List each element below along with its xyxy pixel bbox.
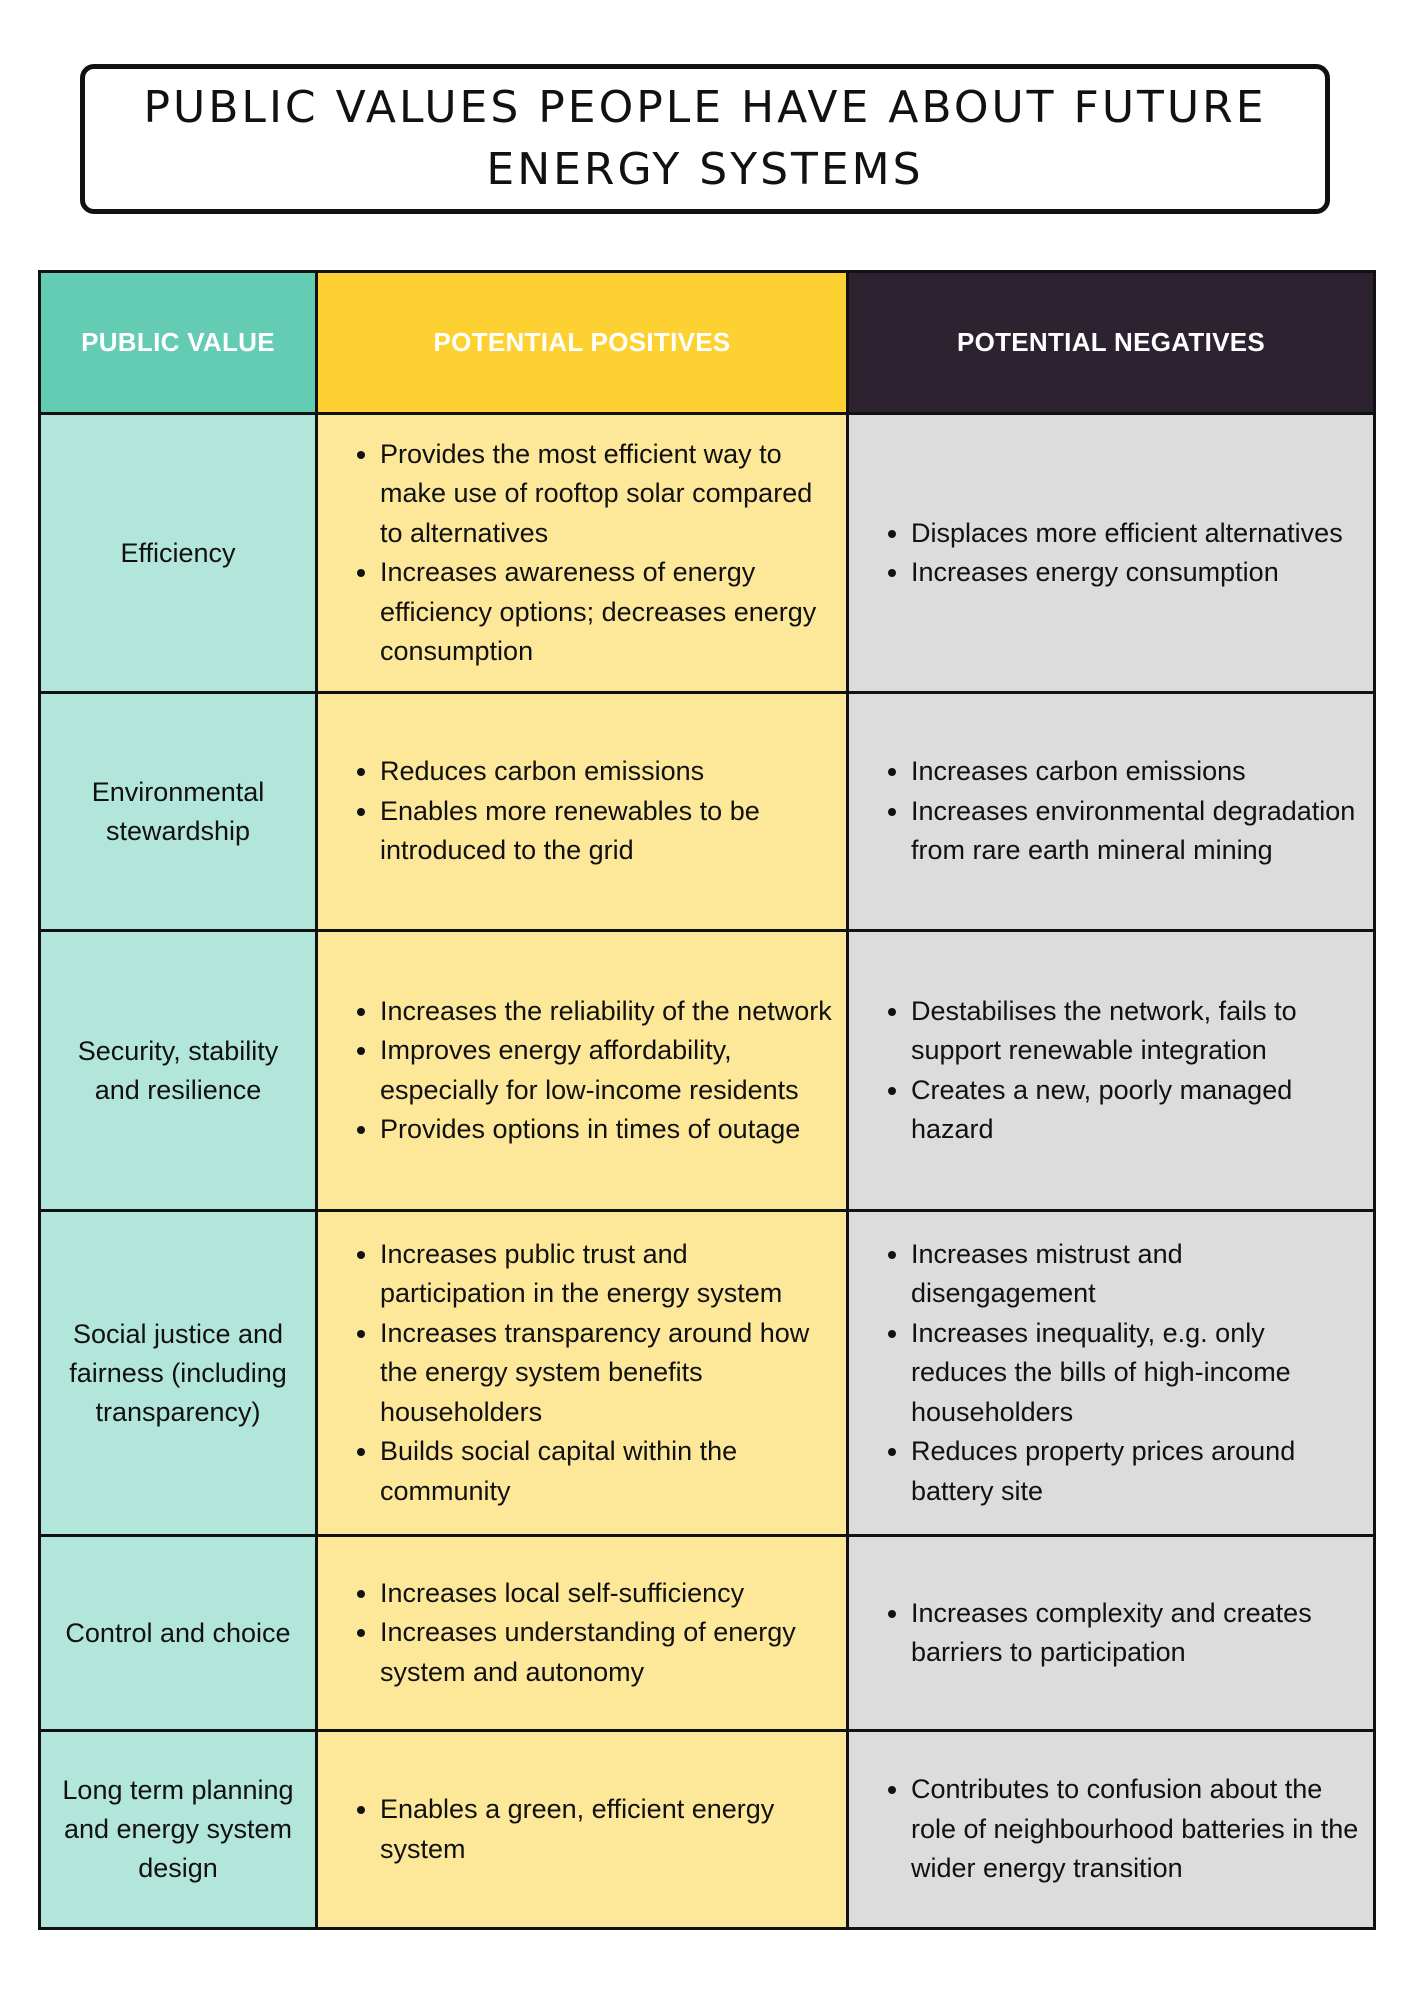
negative-item: • Creates a new, poorly managed hazard [911,1071,1359,1150]
public-value-label: Long term planning and energy system design [62,1775,294,1883]
negative-list [869,752,1359,871]
positive-item: • Enables a green, efficient energy system [380,1790,832,1869]
positive-cell [318,1732,849,1927]
positive-item: • Increases understanding of energy system and autonomy [380,1613,832,1692]
header-public-value: PUBLIC VALUE [41,273,318,415]
public-value-cell [41,415,318,694]
positive-item: • Enables more renewables to be introduced to the grid [380,792,832,871]
negative-list [869,1235,1359,1512]
positive-item: • Provides the most efficient way to make use of rooftop solar compared to alternatives [380,435,832,554]
negative-cell [849,1732,1373,1927]
negative-list [869,1770,1359,1889]
title-line-2: ENERGY SYSTEMS [486,144,924,195]
positive-cell [318,932,849,1212]
negative-item: • Increases mistrust and disengagement [911,1235,1359,1314]
negative-item: • Increases energy consumption [911,553,1343,593]
public-value-cell [41,1212,318,1537]
public-value-label: Security, stability and resilience [77,1035,279,1105]
title-line-1: PUBLIC VALUES PEOPLE HAVE ABOUT FUTURE [143,82,1267,133]
negative-item: • Increases carbon emissions [911,752,1359,792]
title-box [80,64,1330,214]
positive-item: • Increases public trust and participation in the energy system [380,1235,832,1314]
public-value-label: Environmental stewardship [91,776,265,846]
positive-item: • Increases transparency around how the energy system benefits householders [380,1314,832,1433]
negative-list [869,514,1343,593]
positive-item: • Increases the reliability of the network [380,992,832,1032]
negative-cell [849,932,1373,1212]
positive-item: • Provides options in times of outage [380,1110,832,1150]
negative-item: • Increases complexity and creates barriers to participation [911,1594,1359,1673]
negative-cell [849,415,1373,694]
header-potential-negatives: POTENTIAL NEGATIVES [849,273,1373,415]
positive-item: • Improves energy affordability, especially for low-income residents [380,1031,832,1110]
public-values-table [38,270,1376,1930]
positive-list [338,1574,832,1693]
negative-list [869,992,1359,1150]
positive-cell [318,694,849,932]
public-value-label: Control and choice [65,1617,291,1648]
negative-item: • Increases environmental degradation from rare earth mineral mining [911,792,1359,871]
public-value-cell [41,1732,318,1927]
public-value-label: Efficiency [120,537,236,568]
negative-item: • Reduces property prices around battery site [911,1432,1359,1511]
positive-item: • Builds social capital within the community [380,1432,832,1511]
positive-cell [318,1537,849,1732]
positive-list [338,752,832,871]
positive-list [338,435,832,672]
positive-cell [318,415,849,694]
negative-item: • Displaces more efficient alternatives [911,514,1343,554]
public-value-cell [41,932,318,1212]
positive-item: • Reduces carbon emissions [380,752,832,792]
positive-item: • Increases local self-sufficiency [380,1574,832,1614]
positive-list [338,992,832,1150]
page-title [144,77,1267,201]
negative-item: • Contributes to confusion about the role of neighbourhood batteries in the wider energy transition [911,1770,1359,1889]
positive-list [338,1235,832,1512]
positive-item: • Increases awareness of energy efficiency options; decreases energy consumption [380,553,832,672]
positive-cell [318,1212,849,1537]
negative-item: • Increases inequality, e.g. only reduces the bills of high-income householders [911,1314,1359,1433]
negative-list [869,1594,1359,1673]
public-value-cell [41,694,318,932]
positive-list [338,1790,832,1869]
public-value-label: Social justice and fairness (including transparency) [69,1318,287,1427]
negative-item: • Destabilises the network, fails to support renewable integration [911,992,1359,1071]
negative-cell [849,694,1373,932]
header-potential-positives: POTENTIAL POSITIVES [318,273,849,415]
negative-cell [849,1537,1373,1732]
negative-cell [849,1212,1373,1537]
public-value-cell [41,1537,318,1732]
